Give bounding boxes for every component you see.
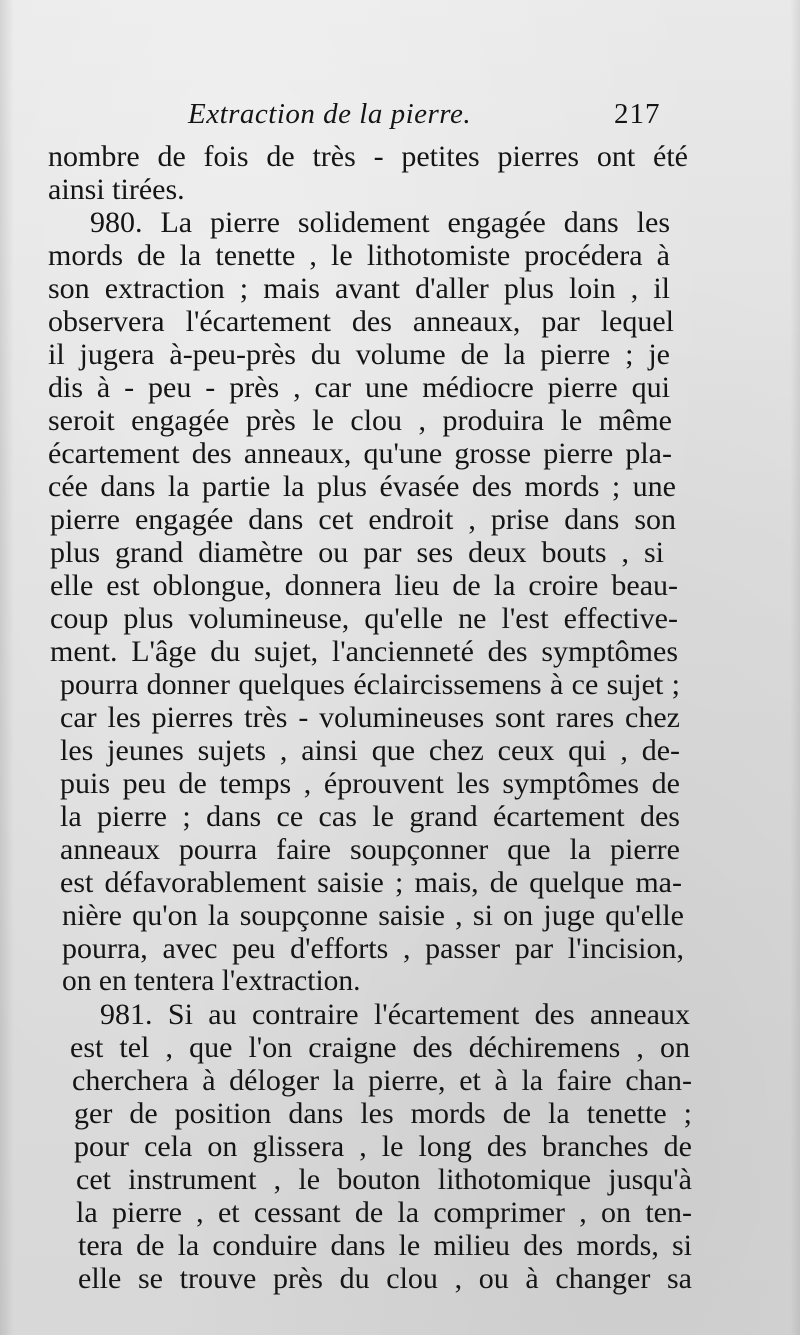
text-line: anneaux pourra faire soupçonner que la pierre [60, 833, 680, 866]
text-line: les jeunes sujets , ainsi que chez ceux qui , de- [60, 734, 680, 767]
text-line: dis à - peu - près , car une médiocre pierre qui [48, 371, 670, 404]
text-line: pour cela on glissera , le long des branches de [74, 1130, 692, 1163]
text-line: cée dans la partie la plus évasée des mords ; une [48, 470, 676, 503]
text-line: son extraction ; mais avant d'aller plus loin , il [48, 272, 670, 305]
text-line: plus grand diamètre ou par ses deux bouts , si [50, 536, 664, 569]
text-line: cherchera à déloger la pierre, et à la faire chan- [72, 1064, 692, 1097]
text-line: nière qu'on la soupçonne saisie , si on juge qu'elle [62, 899, 684, 932]
text-line: on en tentera l'extraction. [62, 965, 361, 997]
text-line: elle se trouve près du clou , ou à changer sa [78, 1262, 692, 1295]
text-line: 980. La pierre solidement engagée dans les [90, 206, 670, 239]
text-line: elle est oblongue, donnera lieu de la croire beau- [50, 569, 678, 602]
text-line: 981. Si au contraire l'écartement des anneaux [100, 998, 690, 1031]
text-line: mords de la tenette , le lithotomiste procédera à [48, 239, 670, 272]
text-line: car les pierres très - volumineuses sont rares chez [60, 701, 680, 734]
text-line: seroit engagée près le clou , produira le même [48, 404, 672, 437]
text-line: pourra, avec peu d'efforts , passer par l'incision, [62, 932, 684, 965]
text-line: pierre engagée dans cet endroit , prise dans son [50, 503, 676, 536]
text-line: ger de position dans les mords de la tenette ; [74, 1097, 692, 1130]
page-number: 217 [614, 98, 661, 130]
text-line: tera de la conduire dans le milieu des mords, si [78, 1229, 692, 1262]
text-line: est tel , que l'on craigne des déchiremens , on [70, 1031, 690, 1064]
page-shadow-right [790, 0, 800, 1335]
text-line: observera l'écartement des anneaux, par lequel [48, 305, 674, 338]
text-line: est défavorablement saisie ; mais, de quelque ma- [60, 866, 682, 899]
text-line: il jugera à-peu-près du volume de la pierre ; je [48, 338, 670, 371]
text-line: la pierre ; dans ce cas le grand écartement des [60, 800, 680, 833]
page-header [0, 98, 800, 138]
running-title: Extraction de la pierre. [188, 98, 472, 130]
text-line: ainsi tirées. [48, 173, 185, 206]
text-line: la pierre , et cessant de la comprimer , on ten- [76, 1196, 692, 1229]
text-line: coup plus volumineuse, qu'elle ne l'est effective- [50, 602, 678, 635]
text-line: puis peu de temps , éprouvent les symptômes de [60, 767, 680, 800]
text-line: pourra donner quelques éclaircissemens à ce sujet ; [60, 668, 680, 701]
text-line: écartement des anneaux, qu'une grosse pierre pla- [48, 437, 672, 470]
text-line: cet instrument , le bouton lithotomique jusqu'à [76, 1163, 692, 1196]
text-line: ment. L'âge du sujet, l'ancienneté des symptômes [50, 635, 678, 668]
text-line: nombre de fois de très - petites pierres ont été [48, 140, 688, 173]
page-shadow-left [0, 0, 14, 1335]
